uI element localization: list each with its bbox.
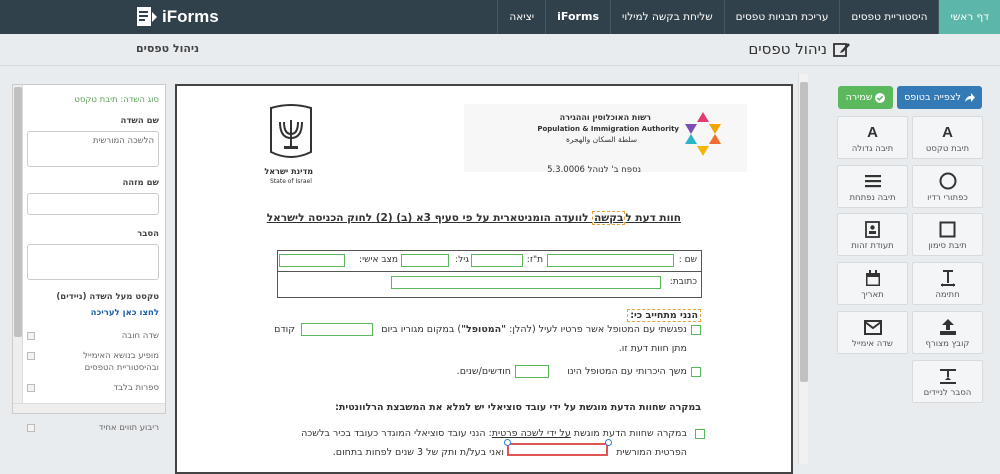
canvas-scrollbar[interactable]: [798, 74, 808, 464]
tool-email-field[interactable]: שדה אימייל: [837, 311, 908, 354]
checkbox-met-patient[interactable]: [691, 325, 701, 335]
share-arrow-icon: [964, 93, 975, 103]
line-met-patient: נפגשתי עם המטופל אשר פרטיו לעיל (להלן: "המטופל") במקום מגוריו ביום: [381, 324, 687, 335]
nav-logout[interactable]: יציאה: [497, 0, 545, 34]
line-before-opinion: מתן חוות דעת זו.: [618, 343, 687, 354]
page-title-text: ניהול טפסים: [748, 40, 827, 58]
save-button[interactable]: שמירה: [838, 86, 893, 109]
nav-home[interactable]: דף ראשי: [938, 0, 1000, 34]
months-years-text: חודשים/שנים.: [456, 366, 511, 377]
checkbox[interactable]: [27, 424, 35, 432]
menorah-icon: [263, 104, 319, 164]
letter-a-icon: A: [867, 123, 878, 141]
upload-icon: [913, 317, 982, 337]
pia-name-en: Population & Immigration Authority: [537, 125, 679, 133]
text-above-label: טקסט מעל השדה (ניידים): [56, 292, 159, 302]
panel-scrollbar[interactable]: [13, 85, 23, 413]
checkbox-acquaintance[interactable]: [691, 367, 701, 377]
tool-date[interactable]: תאריך: [837, 262, 908, 305]
preview-form-button[interactable]: לצפייה בטופס: [897, 86, 982, 109]
authorized-bureau-field-selected[interactable]: [507, 443, 608, 456]
annex-number: נספח ב' לנוהל 5.3.0006: [547, 165, 641, 175]
id-card-icon: [838, 219, 907, 239]
meeting-date-field[interactable]: [301, 323, 373, 336]
checkbox[interactable]: [27, 352, 35, 360]
checkbox[interactable]: [27, 384, 35, 392]
form-document: [177, 86, 791, 466]
edit-link[interactable]: לחצו כאן לעריכה: [90, 308, 159, 318]
line-acquaintance: משך היכרותי עם המטופל הינו: [567, 366, 687, 377]
undertaking-heading: הנני מתחייב כי:: [627, 310, 701, 321]
personal-details-table: [277, 250, 702, 298]
tool-checkbox[interactable]: תיבת סימון: [912, 213, 983, 256]
id-label: ת"ז:: [526, 255, 543, 265]
document-title: חוות דעת לבקשה לוועדה הומניטארית על פי סעיף 3א (ב) (2) לחוק הכניסה לישראל: [266, 212, 681, 224]
line-authorized-bureau: הפרטית המורשית: [616, 447, 687, 458]
main-nav: [497, 0, 1000, 34]
pia-name-he: רשות האוכלוסין וההגירה: [559, 113, 651, 122]
option-uniform-chars[interactable]: ריבוע תווים אחיד: [27, 422, 159, 434]
tool-attachment[interactable]: קובץ מצורף: [912, 311, 983, 354]
marital-label: מצב אישי:: [359, 255, 398, 265]
option-digits-only[interactable]: ספרות בלבד: [27, 382, 159, 394]
app-name: iForms: [162, 7, 219, 26]
breadcrumb: ניהול טפסים: [136, 42, 200, 55]
page-header: [0, 34, 1000, 66]
pia-logo: [464, 104, 747, 172]
explanation-label: הסבר: [137, 229, 159, 239]
resize-handle[interactable]: [605, 439, 612, 446]
letter-a-icon: A: [942, 123, 953, 141]
signature-icon: [913, 268, 982, 288]
pia-name-ar: سلطة السكان والهجرة: [565, 135, 637, 144]
state-name-he: מדינת ישראל: [264, 167, 313, 176]
checkbox-icon: [913, 219, 982, 239]
form-canvas[interactable]: [175, 84, 793, 474]
form-logo-icon: [136, 6, 158, 28]
field-name-label: שם השדה: [120, 116, 159, 126]
address-field[interactable]: [391, 276, 661, 289]
social-worker-heading: במקרה שחוות הדעת מוגשת על ידי עובד סוציאלי יש למלא את המשבצת הרלוונטית:: [335, 402, 701, 413]
option-in-email-subject[interactable]: מופיע בנושא האימייל ובהיסטוריית הטפסים: [27, 350, 159, 374]
page-title: [748, 40, 850, 58]
line-private-bureau: במקרה שחוות הדעת מוגשת על ידי לשכה פרטית: הנני עובד סוציאלי המוגדר כעובד בכיר בלשכה: [301, 428, 687, 439]
list-icon: [838, 171, 907, 191]
top-navbar: [0, 0, 1000, 34]
edit-icon: [833, 41, 850, 58]
checkbox-private-bureau[interactable]: [695, 429, 705, 439]
nav-send-request[interactable]: שליחת בקשה למילוי: [610, 0, 724, 34]
tool-mobile-explanation[interactable]: הסבר לניידים: [912, 360, 983, 403]
envelope-icon: [838, 317, 907, 337]
acquaintance-duration-field[interactable]: [515, 365, 549, 378]
tool-large-box[interactable]: A תיבה גדולה: [837, 116, 908, 159]
highlighted-field[interactable]: בקשה: [594, 212, 624, 224]
nav-iforms[interactable]: iForms: [545, 0, 610, 34]
nav-forms-history[interactable]: היסטוריית טפסים: [839, 0, 938, 34]
calendar-icon: [838, 268, 907, 288]
state-emblem: [263, 104, 319, 186]
field-id-input[interactable]: [27, 193, 159, 215]
field-name-input[interactable]: הלשכה המורשית: [27, 131, 159, 167]
name-label: שם :: [678, 255, 697, 265]
tool-dropdown[interactable]: תיבה נפתחת: [837, 165, 908, 208]
resize-handle[interactable]: [504, 439, 511, 446]
field-properties-panel: [12, 84, 166, 433]
option-required[interactable]: שדה חובה: [27, 330, 159, 342]
panel-hscrollbar[interactable]: [13, 403, 165, 413]
tool-id-card[interactable]: תעודת זהות: [837, 213, 908, 256]
app-logo[interactable]: [136, 5, 219, 29]
field-id-label: שם מזהה: [122, 178, 159, 188]
radio-icon: [913, 171, 982, 191]
field-type-label: סוג השדה: תיבת טקסט: [74, 95, 159, 105]
explanation-input[interactable]: [27, 244, 159, 280]
address-label: כתובת:: [669, 277, 697, 287]
tool-radio-buttons[interactable]: כפתורי רדיו: [912, 165, 983, 208]
text-height-icon: [913, 366, 982, 386]
tool-text-box[interactable]: A תיבת טקסט: [912, 116, 983, 159]
checkbox[interactable]: [27, 332, 35, 340]
name-field[interactable]: [547, 254, 674, 267]
line-seniority: ואני בעל/ת ותק של 3 שנים לפחות בתחום.: [332, 447, 504, 458]
age-label: גיל:: [455, 255, 469, 265]
check-circle-icon: [875, 93, 885, 103]
id-field[interactable]: [471, 254, 523, 267]
state-name-en: State of Israel: [270, 178, 312, 185]
before-text: קודם: [274, 324, 295, 335]
nav-edit-templates[interactable]: עריכת תבניות טפסים: [724, 0, 840, 34]
age-field[interactable]: [401, 254, 449, 267]
marital-field[interactable]: [279, 254, 345, 267]
pia-star-icon: [681, 110, 725, 158]
tool-signature[interactable]: חתימה: [912, 262, 983, 305]
